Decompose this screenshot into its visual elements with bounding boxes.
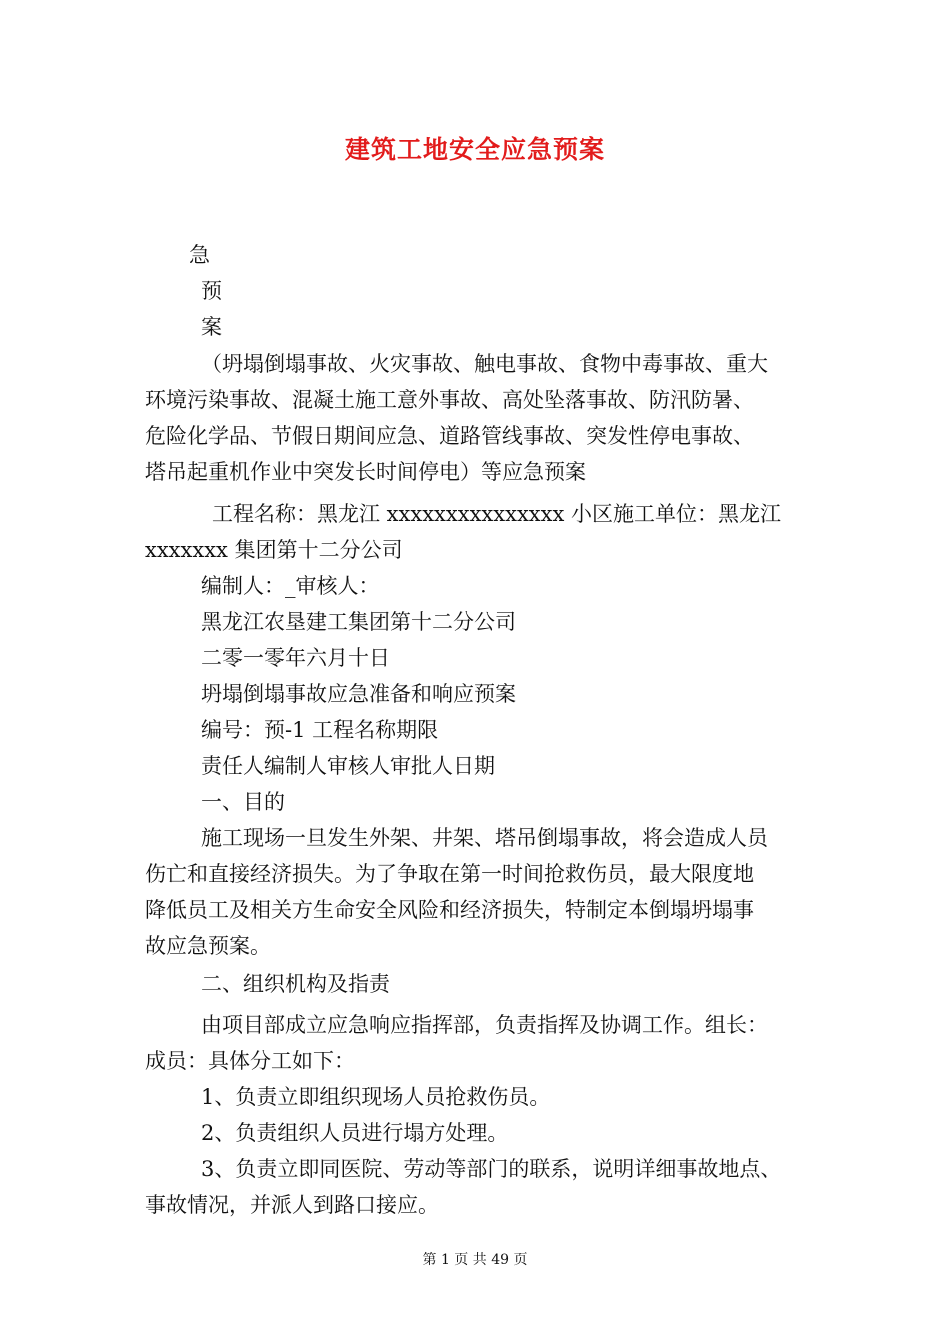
- document-title: 建筑工地安全应急预案: [344, 135, 605, 164]
- paragraph-line: 故应急预案。: [145, 934, 271, 958]
- paragraph-line: 伤亡和直接经济损失。为了争取在第一时间抢救伤员，最大限度地: [145, 862, 754, 886]
- section-heading: 二、组织机构及指责: [201, 972, 390, 996]
- list-item: 2、负责组织人员进行塌方处理。: [201, 1121, 509, 1145]
- paragraph-line: 施工现场一旦发生外架、井架、塔吊倒塌事故，将会造成人员: [201, 826, 768, 850]
- document-date: 二零一零年六月十日: [201, 646, 390, 670]
- roles-line: 责任人编制人审核人审批人日期: [201, 754, 495, 778]
- plan-number-line: 编号：预-1 工程名称期限: [201, 718, 439, 742]
- plan-title: 坍塌倒塌事故应急准备和响应预案: [201, 682, 516, 706]
- scope-line: 塔吊起重机作业中突发长时间停电）等应急预案: [145, 460, 586, 484]
- scope-line: 环境污染事故、混凝土施工意外事故、高处坠落事故、防汛防暑、: [145, 388, 754, 412]
- paragraph-line: 成员：具体分工如下：: [145, 1049, 355, 1073]
- company-name: 黑龙江农垦建工集团第十二分公司: [201, 610, 516, 634]
- vertical-heading-char: 预: [201, 279, 222, 303]
- vertical-heading-char: 急: [189, 243, 210, 267]
- list-item: 事故情况，并派人到路口接应。: [145, 1193, 439, 1217]
- vertical-heading-char: 案: [201, 315, 222, 339]
- section-heading: 一、目的: [201, 790, 285, 814]
- list-item: 3、负责立即同医院、劳动等部门的联系，说明详细事故地点、: [201, 1157, 782, 1181]
- scope-line: 危险化学品、节假日期间应急、道路管线事故、突发性停电事故、: [145, 424, 754, 448]
- project-line: 工程名称：黑龙江 xxxxxxxxxxxxxxx 小区施工单位：黑龙江: [212, 502, 781, 526]
- preparer-line: 编制人：_审核人：: [201, 574, 380, 598]
- project-line: xxxxxxx 集团第十二分公司: [145, 538, 403, 562]
- page-number: 第 1 页 共 49 页: [422, 1252, 528, 1268]
- paragraph-line: 由项目部成立应急响应指挥部，负责指挥及协调工作。组长：: [201, 1013, 768, 1037]
- list-item: 1、负责立即组织现场人员抢救伤员。: [201, 1085, 551, 1109]
- scope-line: （坍塌倒塌事故、火灾事故、触电事故、食物中毒事故、重大: [201, 352, 768, 376]
- paragraph-line: 降低员工及相关方生命安全风险和经济损失，特制定本倒塌坍塌事: [145, 898, 754, 922]
